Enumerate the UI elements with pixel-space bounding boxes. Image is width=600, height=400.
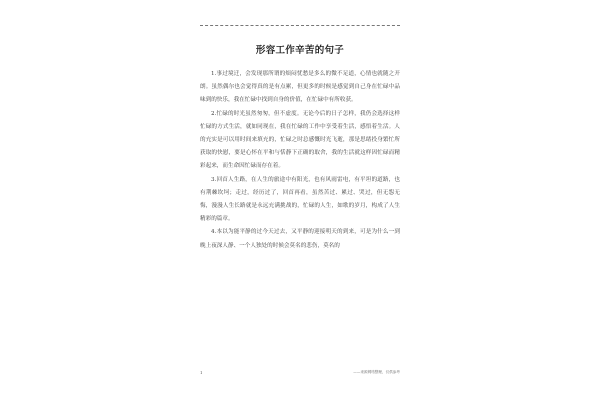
document-body [200, 68, 400, 253]
header-rule [200, 25, 400, 26]
document-title: 形容工作辛苦的句子 [255, 45, 345, 56]
page-footer [200, 370, 400, 378]
paragraph-1: 1.事过境迁，会发现那所谓的烦闷忧愁是多么的微不足道，心情也就随之开朗。虽然偶尔也会觉得真的是有点累，但更多的时候是感觉到自己身在忙碌中品味到的快乐，我在忙碌中找到自身的价值，在忙碌中有所收获。 [200, 71, 400, 104]
page-number: 1 [200, 370, 203, 375]
footer-note: ——来源网络整理，仅供参考 [353, 370, 400, 374]
paragraph-2: 2.忙碌的时光虽然匆匆，但不虚度。无论今后的日子怎样，我仍会选择这样忙碌的方式生活，就如同现在，我在忙碌的工作中享受着生活，感悟着生活。人的充实是可以用时间来填充的，忙碌之时总感慨时光飞逝，那是思绪投身繁忙所获取的快慰，要是心怀在平和与恬静下正确的取舍，我的生活就这样因忙碌而精彩起来，而生命因忙碌而存在着。 [200, 110, 400, 170]
paragraph-4: 4.本以为能平静的过今天过去，又平静的迎接明天的到来，可是为什么一到晚上夜深人静、一个人独处的时候会莫名的悲伤，莫名的 [200, 229, 400, 249]
paragraph-3: 3.回首人生路，在人生的旅途中有阳光，也有风雨雷电，有平坦的道路，也有荆棘坎坷；走过，经历过了，回首再看，虽然苦过、累过、哭过，但无怨无悔，漫漫人生长路就是永远充满挑战的，忙碌的人生，如歌的岁月，构成了人生精彩的篇章。 [200, 176, 400, 223]
